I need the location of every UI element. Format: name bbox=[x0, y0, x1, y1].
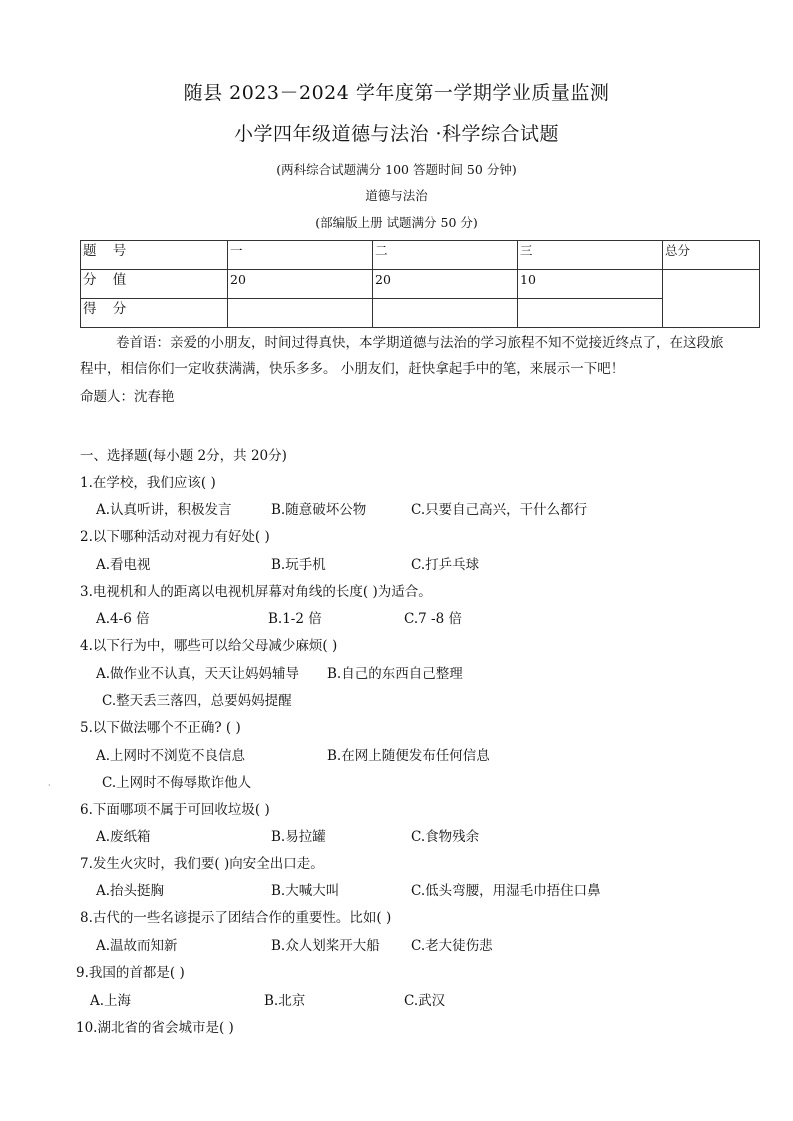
section-subject: 道德与法治 bbox=[365, 188, 428, 203]
option-8b: B.众人划桨开大船 bbox=[271, 938, 380, 954]
score-table bbox=[80, 240, 760, 328]
option-9a: A.上海 bbox=[90, 993, 132, 1009]
option-2c: C.打乒乓球 bbox=[411, 557, 480, 573]
option-9c: C.武汉 bbox=[404, 993, 446, 1009]
exam-title: 随县 2023－2024 学年度第一学期学业质量监测 bbox=[183, 82, 610, 104]
option-1a: A.认真听讲，积极发言 bbox=[96, 502, 232, 518]
question-9: 9.我国的首都是( ) bbox=[76, 965, 185, 981]
intro-paragraph: 卷首语：亲爱的小朋友，时间过得真快，本学期道德与法治的学习旅程不知不觉接近终点了，在这段旅程中，相信你们一定收获满满，快乐多多。 小朋友们，赶快拿起手中的笔，来展示一下吧！ bbox=[80, 335, 724, 377]
table-cell: 20 bbox=[373, 270, 518, 299]
row-label: 分 值 bbox=[81, 270, 228, 299]
option-5a: A.上网时不浏览不良信息 bbox=[96, 748, 246, 764]
option-8a: A.温故而知新 bbox=[96, 938, 178, 954]
score-input-cell[interactable] bbox=[228, 299, 373, 328]
option-8c: C.老大徒伤悲 bbox=[411, 938, 493, 954]
table-header-cell: 一 bbox=[228, 241, 373, 270]
table-cell: 20 bbox=[228, 270, 373, 299]
table-row bbox=[81, 299, 760, 328]
option-5b: B.在网上随便发布任何信息 bbox=[327, 748, 490, 764]
question-4: 4.以下行为中，哪些可以给父母减少麻烦( ) bbox=[80, 638, 338, 654]
section-info: (部编版上册 试题满分 50 分) bbox=[315, 215, 478, 230]
section-heading: 一、选择题(每小题 2分，共 20分) bbox=[80, 448, 287, 464]
option-2b: B.玩手机 bbox=[271, 557, 326, 573]
question-8: 8.古代的一些名谚提示了团结合作的重要性。比如( ) bbox=[80, 910, 392, 926]
question-6: 6.下面哪项不属于可回收垃圾( ) bbox=[80, 802, 270, 818]
option-5c: C.上网时不侮辱欺诈他人 bbox=[102, 775, 252, 791]
option-2a: A.看电视 bbox=[96, 557, 151, 573]
option-7c: C.低头弯腰，用湿毛巾捂住口鼻 bbox=[411, 883, 601, 899]
stray-dot: · bbox=[48, 781, 51, 790]
score-input-cell[interactable] bbox=[373, 299, 518, 328]
table-cell: 10 bbox=[518, 270, 663, 299]
row-label: 题 号 bbox=[81, 241, 228, 270]
option-4b: B.自己的东西自己整理 bbox=[327, 666, 463, 682]
option-7a: A.抬头挺胸 bbox=[96, 883, 165, 899]
table-row bbox=[81, 270, 760, 299]
option-3b: B.1-2 倍 bbox=[268, 611, 322, 627]
table-header-cell: 二 bbox=[373, 241, 518, 270]
row-label: 得 分 bbox=[81, 299, 228, 328]
option-6b: B.易拉罐 bbox=[271, 829, 326, 845]
option-3a: A.4-6 倍 bbox=[96, 611, 150, 627]
option-9b: B.北京 bbox=[264, 993, 306, 1009]
question-10: 10.湖北省的省会城市是( ) bbox=[76, 1020, 234, 1036]
question-3: 3.电视机和人的距离以电视机屏幕对角线的长度( )为适合。 bbox=[80, 584, 432, 600]
table-header-cell: 总分 bbox=[663, 241, 760, 270]
question-7: 7.发生火灾时，我们要( )向安全出口走。 bbox=[80, 856, 324, 872]
option-6c: C.食物残余 bbox=[411, 829, 480, 845]
score-input-cell[interactable] bbox=[518, 299, 663, 328]
option-1b: B.随意破坏公物 bbox=[271, 502, 367, 518]
question-2: 2.以下哪种活动对视力有好处( ) bbox=[80, 529, 270, 545]
exam-subject-title: 小学四年级道德与法治 ·科学综合试题 bbox=[233, 123, 560, 145]
question-1: 1.在学校，我们应该( ) bbox=[80, 475, 216, 491]
option-6a: A.废纸箱 bbox=[96, 829, 151, 845]
table-header-cell: 三 bbox=[518, 241, 663, 270]
author-line: 命题人：沈春艳 bbox=[80, 389, 175, 405]
option-3c: C.7 -8 倍 bbox=[404, 611, 462, 627]
option-1c: C.只要自己高兴，干什么都行 bbox=[411, 502, 588, 518]
question-5: 5.以下做法哪个不正确? ( ) bbox=[80, 720, 241, 736]
option-4a: A.做作业不认真，天天让妈妈辅导 bbox=[96, 666, 300, 682]
total-score-cell[interactable] bbox=[663, 270, 760, 328]
exam-info: (两科综合试题满分 100 答题时间 50 分钟) bbox=[276, 162, 517, 177]
table-row bbox=[81, 241, 760, 270]
option-4c: C.整天丢三落四，总要妈妈提醒 bbox=[102, 693, 292, 709]
option-7b: B.大喊大叫 bbox=[271, 883, 340, 899]
